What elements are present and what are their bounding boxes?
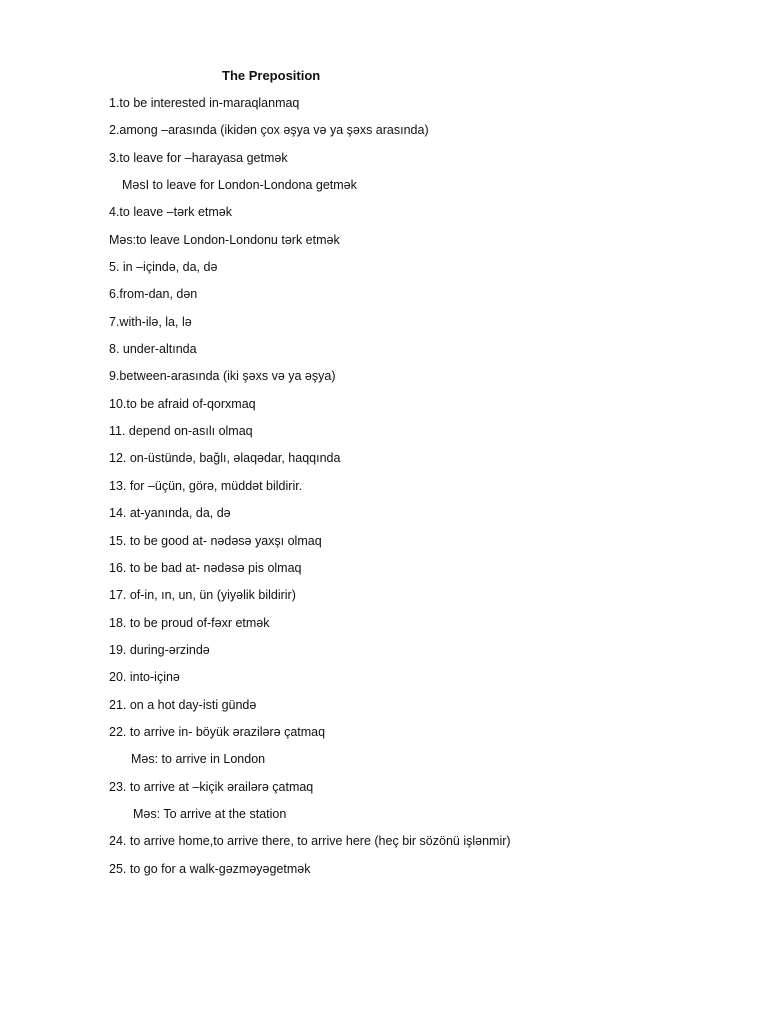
document-title: The Preposition xyxy=(222,68,321,83)
list-item: 10.to be afraid of-qorxmaq xyxy=(109,396,256,411)
list-item: 21. on a hot day-isti gündə xyxy=(109,697,257,712)
list-item: 12. on-üstündə, bağlı, əlaqədar, haqqında xyxy=(109,451,341,466)
list-item: 11. depend on-asılı olmaq xyxy=(109,424,253,439)
list-item: 24. to arrive home,to arrive there, to arrive here (heç bir sözönü işlənmir) xyxy=(109,834,511,849)
list-item: 16. to be bad at- nədəsə pis olmaq xyxy=(109,560,302,575)
list-item: 20. into-içinə xyxy=(109,670,180,685)
list-item: 9.between-arasında (iki şəxs və ya əşya) xyxy=(109,369,336,384)
list-item: 19. during-ərzində xyxy=(109,642,210,657)
preposition-list xyxy=(109,95,511,888)
example-line: Məs: to arrive in London xyxy=(131,752,266,767)
list-item: 2.among –arasında (ikidən çox əşya və ya şəxs arasında) xyxy=(109,123,429,138)
list-item: 14. at-yanında, da, də xyxy=(109,506,231,521)
list-item: 15. to be good at- nədəsə yaxşı olmaq xyxy=(109,533,322,548)
list-item: 6.from-dan, dən xyxy=(109,287,198,302)
example-line: Məs: To arrive at the station xyxy=(133,806,287,821)
list-item: 8. under-altında xyxy=(109,342,197,357)
list-item: 7.with-ilə, la, lə xyxy=(109,314,192,329)
example-line: Məs:to leave London-Londonu tərk etmək xyxy=(109,232,340,247)
list-item: 18. to be proud of-fəxr etmək xyxy=(109,615,270,630)
list-item: 25. to go for a walk-gəzməyəgetmək xyxy=(109,861,311,876)
list-item: 22. to arrive in- böyük ərazilərə çatmaq xyxy=(109,724,326,739)
list-item: 1.to be interested in-maraqlanmaq xyxy=(109,96,300,110)
example-line: MəsI to leave for London-Londona getmək xyxy=(122,178,357,193)
list-item: 3.to leave for –harayasa getmək xyxy=(109,150,288,165)
list-item: 4.to leave –tərk etmək xyxy=(109,205,232,220)
list-item: 17. of-in, ın, un, ün (yiyəlik bildirir) xyxy=(109,588,296,603)
list-item: 23. to arrive at –kiçik ərailərə çatmaq xyxy=(109,779,314,794)
list-item: 5. in –içində, da, də xyxy=(109,260,218,275)
list-item: 13. for –üçün, görə, müddət bildirir. xyxy=(109,478,303,493)
